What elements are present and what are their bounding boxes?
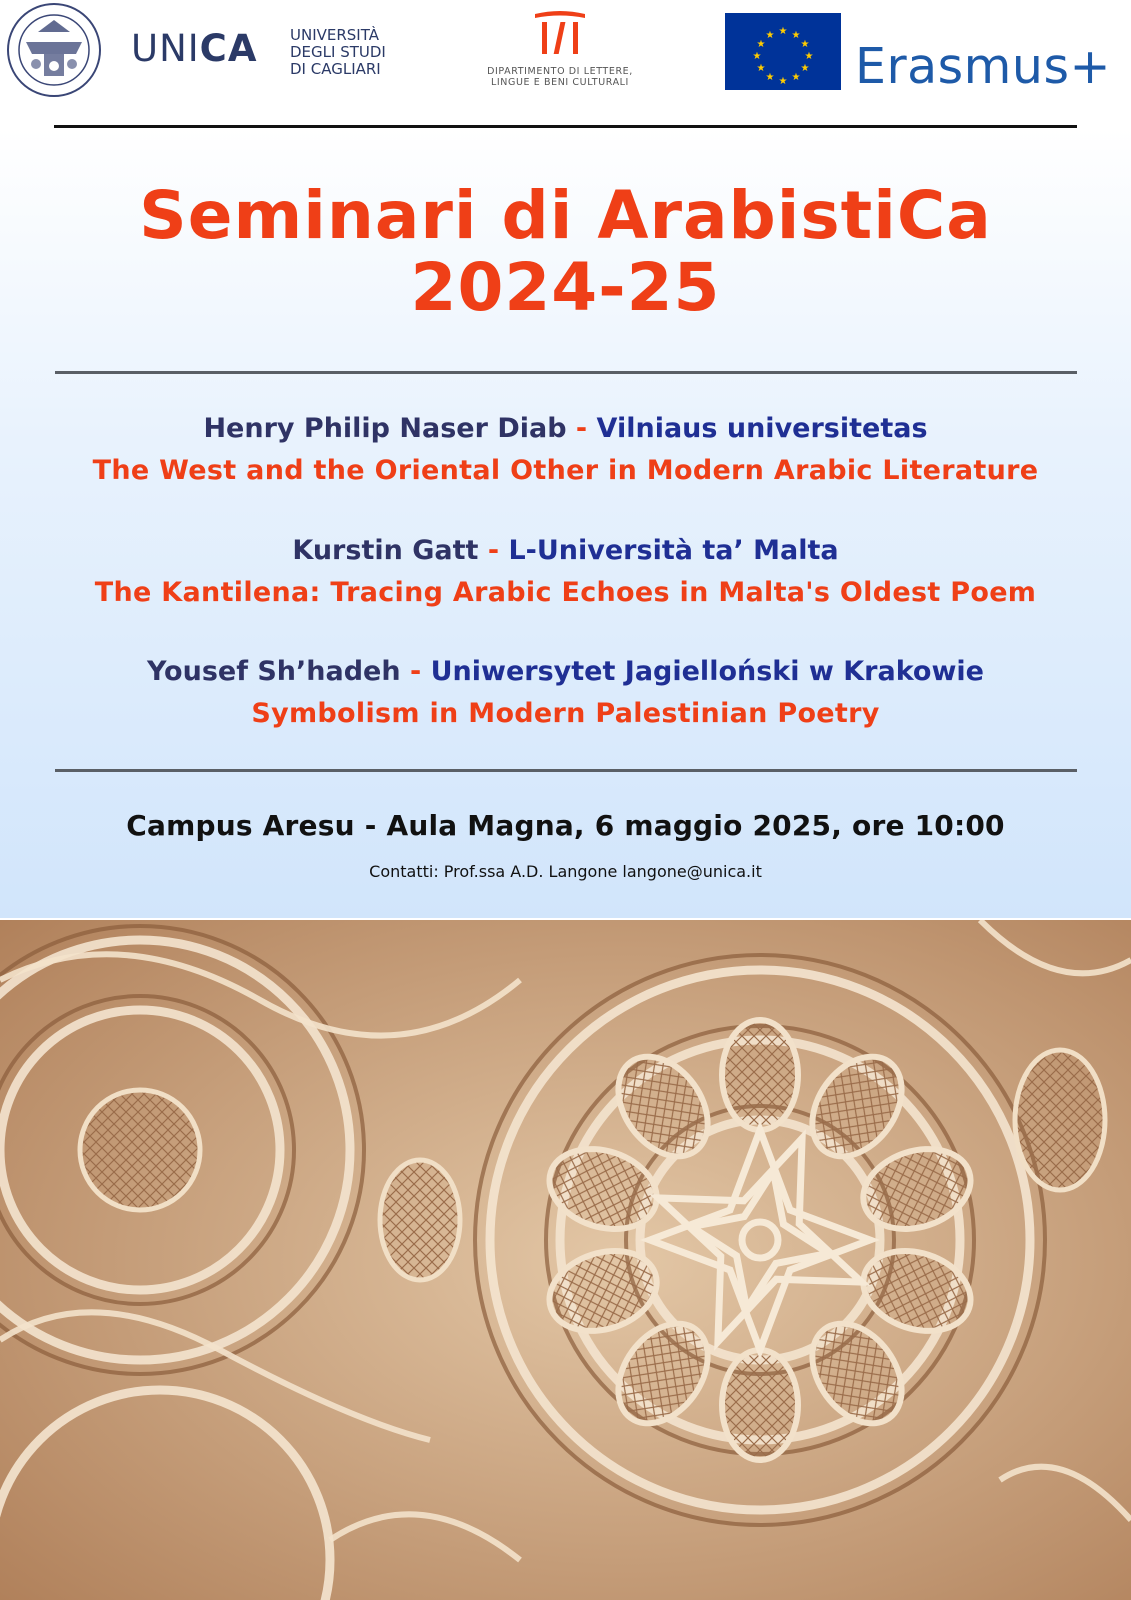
svg-text:★: ★ (765, 72, 775, 83)
speaker-university: Vilniaus universitetas (596, 413, 928, 444)
svg-text:★: ★ (800, 39, 810, 50)
talk-title-1: The West and the Oriental Other in Modern Arabic Literature (92, 455, 1039, 486)
contact-info: Contatti: Prof.ssa A.D. Langone langone@unica.it (369, 862, 762, 881)
talk-title-2: The Kantilena: Tracing Arabic Echoes in Malta's Oldest Poem (94, 577, 1037, 608)
speaker-separator: - (400, 656, 431, 687)
logo-header (0, 0, 1131, 128)
svg-text:★: ★ (752, 51, 762, 62)
unica-suffix: CA (199, 27, 258, 70)
speaker-separator: - (566, 413, 597, 444)
speaker-name: Henry Philip Naser Diab (203, 413, 567, 444)
department-columns-icon (533, 10, 587, 56)
university-line-3: DI CAGLIARI (290, 60, 381, 78)
svg-text:★: ★ (804, 51, 814, 62)
speaker-name: Yousef Sh’hadeh (146, 656, 401, 687)
svg-text:★: ★ (791, 30, 801, 41)
svg-text:★: ★ (800, 63, 810, 74)
unica-prefix: UNI (131, 27, 200, 70)
title-line-1: Seminari di ArabistiCa (139, 177, 992, 254)
svg-text:★: ★ (765, 30, 775, 41)
speaker-3 (0, 656, 1131, 688)
university-seal-icon (6, 2, 102, 98)
speaker-university: Uniwersytet Jagielloński w Krakowie (430, 656, 984, 687)
divider-lower (55, 769, 1077, 772)
university-line-2: DEGLI STUDI (290, 43, 386, 61)
department-line-2: LINGUE E BENI CULTURALI (491, 77, 629, 88)
speaker-separator: - (478, 535, 509, 566)
talk-title-3: Symbolism in Modern Palestinian Poetry (251, 698, 880, 729)
arabesque-carving-image (0, 920, 1131, 1600)
event-venue-date: Campus Aresu - Aula Magna, 6 maggio 2025, ore 10:00 (126, 809, 1005, 842)
speaker-name: Kurstin Gatt (292, 535, 479, 566)
university-name (290, 27, 386, 78)
title-line-2: 2024-25 (410, 249, 721, 326)
speaker-1 (0, 413, 1131, 445)
svg-text:★: ★ (778, 26, 788, 37)
unica-logo (131, 27, 258, 70)
svg-text:★: ★ (778, 76, 788, 87)
svg-text:★: ★ (756, 39, 766, 50)
eu-flag-icon (725, 13, 841, 90)
department-line-1: DIPARTIMENTO DI LETTERE, (487, 66, 633, 77)
svg-text:★: ★ (791, 72, 801, 83)
page-title (0, 177, 1131, 326)
divider-upper (55, 371, 1077, 374)
university-line-1: UNIVERSITÀ (290, 26, 379, 44)
department-name (460, 66, 660, 88)
svg-text:★: ★ (756, 63, 766, 74)
speaker-2 (0, 535, 1131, 567)
erasmus-logo: Erasmus+ (855, 38, 1112, 95)
speaker-university: L-Università ta’ Malta (508, 535, 839, 566)
